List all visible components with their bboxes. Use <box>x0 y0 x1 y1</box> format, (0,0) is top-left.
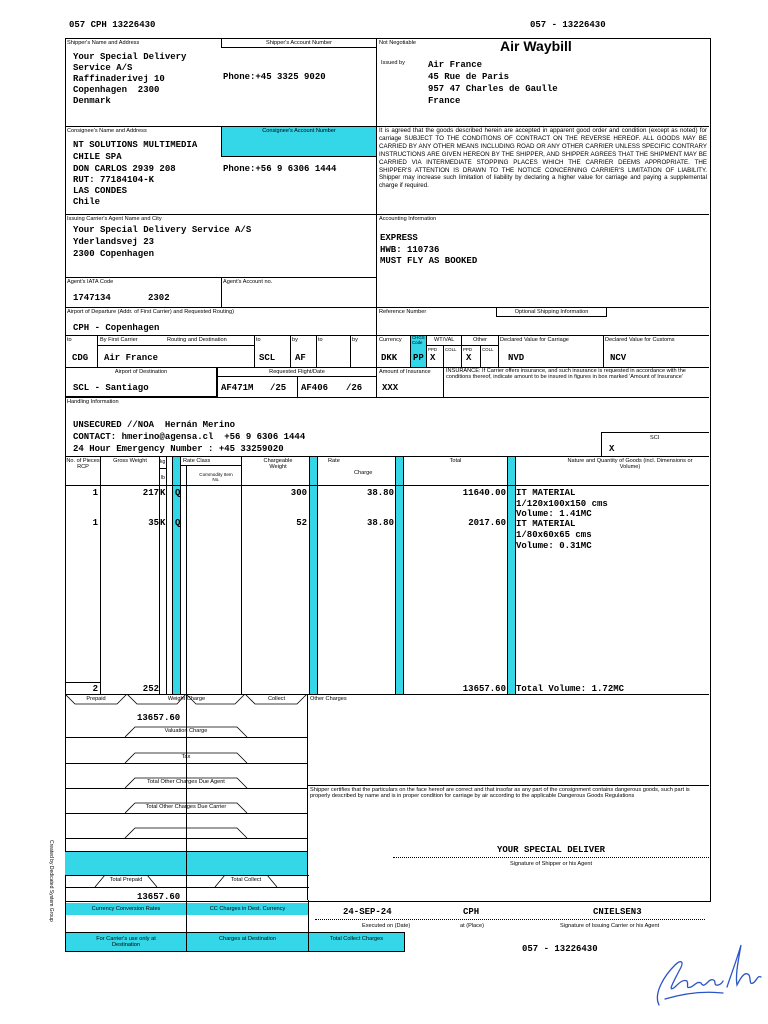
gross-weight-label: Gross Weight <box>113 458 147 464</box>
weight-charge-label: Weight Charge <box>167 696 206 702</box>
collect-label: Collect <box>267 696 286 702</box>
no-pieces-label: No. of Pieces RCP <box>66 458 100 471</box>
valuation-charge-label: Valuation Charge <box>164 728 208 734</box>
currency-label: Currency <box>379 337 402 343</box>
consignee-line-1: NT SOLUTIONS MULTIMEDIA <box>73 140 198 150</box>
row2-rate: 38.80 <box>366 518 394 528</box>
commodity-label: Commodity Item No. <box>199 472 233 482</box>
by-first-carrier-label: By First Carrier <box>100 337 138 343</box>
total-prepaid-label: Total Prepaid <box>109 877 143 883</box>
conditions-text: It is agreed that the goods described herein are accepted in apparent good order and condition (except as noted) for carriage SUBJECT TO THE CONDITIONS OF CONTRACT ON THE REVERSE HEREOF. ALL GOODS MAY BE CARRIED BY ANY OTHER MEANS INCLUDING ROAD OR ANY OTHER CARRIER UNLESS SPECIFIC CONTRARY INSTRUCTIONS ARE GIVEN HEREON BY THE SHIPPER, AND SHIPPER AGREES THAT THE SHIPMENT MAY BE CARRIED VIA INTERMEDIATE STOPPING PLACES WHICH THE CARRIER DEEMS APPROPRIATE. THE SHIPPER'S ATTENTION IS DRAWN TO THE NOTICE CONCERNING CARRIER'S LIMITATION OF LIABILITY. Shipper may increase such limitation of liability by declaring a higher value for carriage and paying a supplemental charge if required. <box>379 127 707 190</box>
consignee-account-label: Consignee's Account Number <box>262 128 336 134</box>
airport-departure-label: Airport of Departure (Addr. of First Carrier) and Requested Routing) <box>67 309 234 315</box>
shipper-line-4: Copenhagen 2300 <box>73 85 160 95</box>
lb-label: lb <box>161 475 165 481</box>
agent-iata-code: 1747134 <box>73 293 111 303</box>
row1-rate: 38.80 <box>366 488 394 498</box>
agent-cass-code: 2302 <box>148 293 170 303</box>
total-volume: Total Volume: 1.72MC <box>516 684 625 694</box>
routing-chgs-code: PP <box>413 353 424 363</box>
shipper-phone: Phone:+45 3325 9020 <box>223 72 326 82</box>
shipper-signature: YOUR SPECIAL DELIVER <box>496 845 606 855</box>
flight-1-number: AF471M <box>221 383 254 393</box>
row2-total: 2017.60 <box>468 518 506 528</box>
sci-value: X <box>609 444 615 454</box>
consignee-name-label: Consignee's Name and Address <box>67 128 147 134</box>
charges-destination-label: Charges at Destination <box>219 936 276 942</box>
signature-shipper-label: Signature of Shipper or his Agent <box>509 861 593 867</box>
issuer-line-1: Air France <box>428 60 483 70</box>
row1-unit: K <box>160 488 166 498</box>
destination-airport: SCL - Santiago <box>73 383 149 393</box>
sci-label: SCI <box>650 435 660 441</box>
issuing-agent-signature: CNIELSEN3 <box>593 907 642 917</box>
requested-flight-label: Requested Flight/Date <box>269 369 325 375</box>
insurance-notice: INSURANCE: If Carrier offers insurance, and such insurance is requested in accordance with the conditions thereof, indicate amount to be insured in figures in box marked 'Amount of Insurance' <box>446 368 686 381</box>
issuer-line-4: France <box>428 96 461 106</box>
amount-insurance-label: Amount of Insurance <box>379 369 431 375</box>
row1-rate-class: Q <box>175 488 181 498</box>
side-credit-text: Created by Dedicated System Group <box>48 840 54 922</box>
total-label: Total <box>449 458 462 464</box>
total-pieces: 2 <box>92 684 98 694</box>
flight-2-date: /26 <box>346 383 363 393</box>
executed-date: 24-SEP-24 <box>343 907 392 917</box>
to-label-3: to <box>318 337 323 343</box>
row1-nature-1: IT MATERIAL <box>516 488 576 498</box>
shipper-account-label: Shipper's Account Number <box>265 40 333 46</box>
wt-ppd-label: PPD <box>428 347 438 352</box>
declared-carriage-label: Declared Value for Carriage <box>500 337 569 343</box>
row2-weight: 35 <box>148 518 159 528</box>
nature-goods-label: Nature and Quantity of Goods (incl. Dimensions or Volume) <box>567 458 693 471</box>
agent-iata-label: Agent's IATA Code <box>67 279 114 285</box>
total-weight: 252 <box>142 684 159 694</box>
row2-nature-1: IT MATERIAL <box>516 519 576 529</box>
row2-nature-3: Volume: 0.31MC <box>516 541 592 551</box>
awb-number-top-right: 057 - 13226430 <box>530 20 606 30</box>
handling-line-2: CONTACT: hmerino@agensa.cl +56 9 6306 1444 <box>73 432 306 442</box>
declared-customs-value: NCV <box>610 353 627 363</box>
air-waybill-title: Air Waybill <box>500 38 572 54</box>
total-prepaid-value: 13657.60 <box>137 892 181 902</box>
accounting-line-1: EXPRESS <box>380 233 418 243</box>
issuer-line-3: 957 47 Charles de Gaulle <box>428 84 558 94</box>
handling-line-1: UNSECURED //NOA Hernán Merino <box>73 420 236 430</box>
tax-label: Tax <box>181 754 191 760</box>
row2-pieces: 1 <box>92 518 98 528</box>
cc-charges-label: CC Charges in Dest. Currency <box>209 906 286 912</box>
other-ppd-label: PPD <box>463 347 473 352</box>
row1-nature-2: 1/120x100x150 cms <box>516 499 608 509</box>
by-label-2: by <box>292 337 298 343</box>
agent-line-1: Your Special Delivery Service A/S <box>73 225 252 235</box>
handling-label: Handling Information <box>67 399 119 405</box>
wt-coll-label: COLL <box>445 347 457 352</box>
shipper-line-2: Service A/S <box>73 63 133 73</box>
row1-weight: 217 <box>142 488 159 498</box>
shipper-certification: Shipper certifies that the particulars on the face hereof are correct and that insofar as any part of the consignment contains dangerous goods, such part is properly described by name and is in proper condition for carriage by air according to the applicable Dangerous Goods Regulations <box>310 787 690 800</box>
consignee-line-4: RUT: 77184104-K <box>73 175 155 185</box>
declared-carriage-value: NVD <box>508 353 525 363</box>
row1-pieces: 1 <box>92 488 98 498</box>
agent-line-3: 2300 Copenhagen <box>73 249 155 259</box>
row2-rate-class: Q <box>175 518 181 528</box>
insurance-amount: XXX <box>382 383 399 393</box>
charge-label: Charge <box>354 470 373 476</box>
reference-label: Reference Number <box>379 309 427 315</box>
due-agent-label: Total Other Charges Due Agent <box>147 779 225 785</box>
agent-name-label: Issuing Carrier's Agent Name and City <box>67 216 162 222</box>
departure-airport: CPH - Copenhagen <box>73 323 160 333</box>
airport-destination-label: Airport of Destination <box>114 369 168 375</box>
due-carrier-label: Total Other Charges Due Carrier <box>145 804 227 810</box>
declared-customs-label: Declared Value for Customs <box>605 337 675 343</box>
to-label-2: to <box>256 337 261 343</box>
total-collect-charges-label: Total Collect Charges <box>329 936 384 942</box>
row1-total: 11640.00 <box>462 488 506 498</box>
flight-2-number: AF406 <box>301 383 329 393</box>
signature-carrier-label: Signature of Issuing Carrier or his Agent <box>560 923 660 929</box>
agent-line-2: Yderlandsvej 23 <box>73 237 155 247</box>
carrier-use-label: For Carrier's use only at Destination <box>96 936 156 949</box>
handling-line-3: 24 Hour Emergency Number : +45 33259020 <box>73 444 284 454</box>
issued-by-label: Issued by <box>381 60 405 66</box>
consignee-line-3: DON CARLOS 2939 208 <box>73 164 176 174</box>
handwritten-signature <box>645 935 765 1015</box>
row2-nature-2: 1/80x60x65 cms <box>516 530 592 540</box>
by-label-3: by <box>352 337 358 343</box>
to-label: to <box>67 337 72 343</box>
prepaid-label: Prepaid <box>86 696 106 702</box>
shipper-line-1: Your Special Delivery <box>73 52 187 62</box>
row1-nature-3: Volume: 1.41MC <box>516 509 592 519</box>
routing-destination-label: Routing and Destination <box>167 337 227 343</box>
shipper-line-5: Denmark <box>73 96 111 106</box>
other-coll-label: COLL <box>482 347 494 352</box>
consignee-line-6: Chile <box>73 197 101 207</box>
routing-wt-ppd: X <box>430 353 436 363</box>
consignee-phone: Phone:+56 9 6306 1444 <box>223 164 337 174</box>
other-label: Other <box>473 337 487 343</box>
chgs-label: CHGS <box>412 335 425 340</box>
weight-charge-prepaid: 13657.60 <box>137 713 181 723</box>
shipper-line-3: Raffinaderivej 10 <box>73 74 165 84</box>
rate-label: Rate <box>328 458 340 464</box>
routing-other-ppd: X <box>466 353 472 363</box>
shipper-name-label: Shipper's Name and Address <box>67 40 140 46</box>
row2-chargeable: 52 <box>296 518 307 528</box>
chgs-code-label: Code <box>412 340 423 345</box>
grand-total: 13657.60 <box>462 684 506 694</box>
optional-shipping-label: Optional Shipping Information <box>514 309 589 315</box>
consignee-line-5: LAS CONDES <box>73 186 128 196</box>
routing-currency: DKK <box>381 353 398 363</box>
chargeable-weight-label: Chargeable Weight <box>263 458 293 471</box>
other-charges-label: Other Charges <box>310 696 347 702</box>
issuer-line-2: 45 Rue de Paris <box>428 72 510 82</box>
executed-place: CPH <box>463 907 480 917</box>
wtval-label: WT/VAL <box>434 337 455 343</box>
routing-to-2: SCL <box>259 353 276 363</box>
rate-class-label: Rate Class <box>183 458 211 464</box>
executed-on-label: Executed on (Date) <box>362 923 411 929</box>
awb-number-top-left: 057 CPH 13226430 <box>69 20 156 30</box>
awb-number-footer: 057 - 13226430 <box>522 944 598 954</box>
accounting-line-3: MUST FLY AS BOOKED <box>380 256 478 266</box>
accounting-line-2: HWB: 110736 <box>380 245 440 255</box>
consignee-line-2: CHILE SPA <box>73 152 122 162</box>
routing-carrier: Air France <box>104 353 159 363</box>
flight-1-date: /25 <box>270 383 287 393</box>
agent-account-label: Agent's Account no. <box>223 279 273 285</box>
routing-by-2: AF <box>295 353 306 363</box>
total-collect-label: Total Collect <box>230 877 262 883</box>
row2-unit: K <box>160 518 166 528</box>
accounting-label: Accounting Information <box>379 216 437 222</box>
not-negotiable-label: Not Negotiable <box>379 40 417 46</box>
row1-chargeable: 300 <box>290 488 307 498</box>
currency-conversion-label: Currency Conversion Rates <box>91 906 161 912</box>
at-place-label: at (Place) <box>460 923 484 929</box>
kg-label: kg <box>160 459 166 465</box>
routing-to: CDG <box>72 353 89 363</box>
